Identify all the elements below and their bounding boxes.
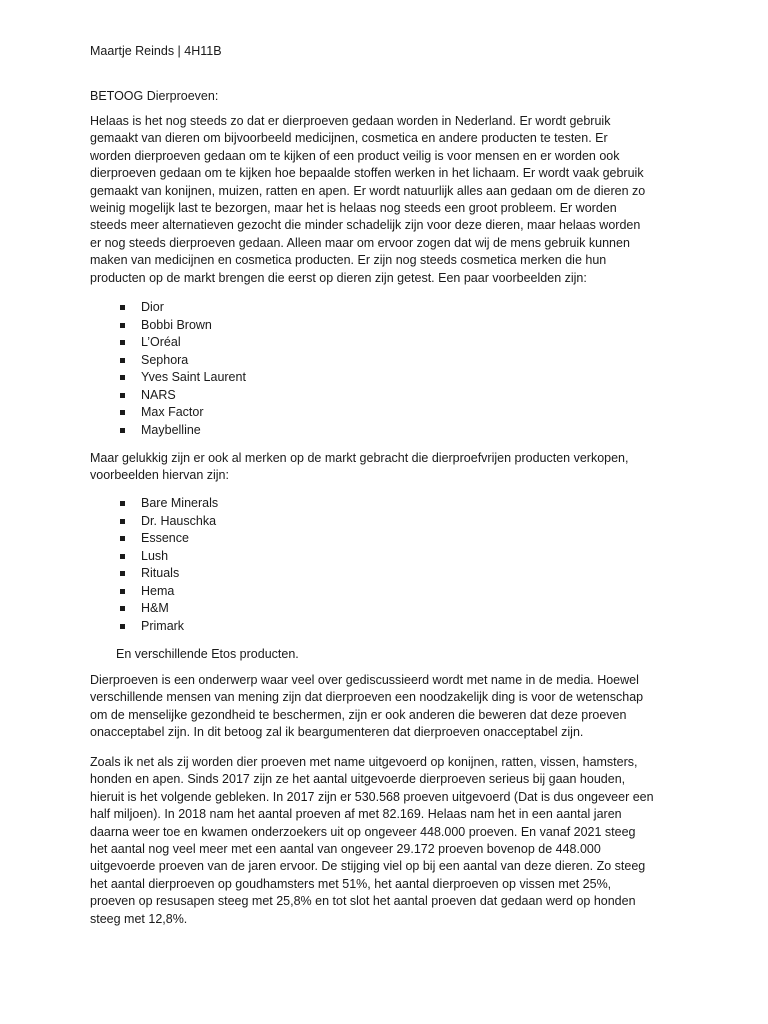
bullet-icon [120, 305, 125, 310]
text-line: verschillende mensen van mening zijn dat dierproeven een noodzakelijk ding is voor de wetenschap [90, 690, 644, 705]
text-line: steeg met 12,8%. [90, 911, 188, 926]
text-line: producten op de markt brengen die eerst op dieren zijn getest. Een paar voorbeelden zijn: [90, 270, 587, 285]
bullet-icon [120, 606, 125, 611]
bullet-icon [120, 571, 125, 576]
text-line: proeven op resusapen steeg met 25,8% en tot slot het aantal proeven dat gedaan werd op honden [90, 894, 636, 909]
document-title: BETOOG Dierproeven: [90, 89, 219, 103]
text-line: honden en apen. Sinds 2017 zijn ze het aantal uitgevoerde dierproeven serieus bij gaan houden, [90, 772, 626, 787]
text-line: het aantal dierproeven op goudhamsters met 51%, het aantal dierproeven op vissen met 25%, [90, 876, 612, 891]
text-line: het aantal nog veel meer met een aantal van ongeveer 29.172 proeven bovenop de 448.000 [90, 842, 601, 857]
text-line: half miljoen). In 2018 nam het aantal proeven af met 82.169. Helaas nam het in een aantal jaren [90, 807, 622, 822]
document-header: Maartje Reinds | 4H11B [90, 44, 222, 58]
text-line: steeds meer alternatieven gezocht die minder schadelijk zijn voor deze dieren, maar helaas worden [90, 218, 641, 233]
bullet-icon [120, 340, 125, 345]
paragraph-discussion [90, 672, 690, 742]
text-line: om de menselijke gezondheid te beschermen, zijn er ook anderen die beweren dat deze proeven [90, 707, 627, 722]
list-item: Bare Minerals [90, 495, 218, 513]
list-item: Dr. Hauschka [90, 513, 218, 531]
text-line: uitgevoerde proeven van de jaren ervoor. De stijging viel op bij een aantal van deze dieren. Zo steeg [90, 859, 646, 874]
list-item: Max Factor [90, 404, 246, 422]
bullet-icon [120, 410, 125, 415]
list-item: Hema [90, 583, 218, 601]
text-line: worden dierproeven gedaan om te kijken of een product veilig is voor mensen en er worden ook [90, 148, 620, 163]
list-item: Primark [90, 618, 218, 636]
text-line: Maar gelukkig zijn er ook al merken op de markt gebracht die dierproefvrijen producten verkopen, [90, 451, 629, 465]
bullet-icon [120, 501, 125, 506]
bullet-icon [120, 519, 125, 524]
list-item: Yves Saint Laurent [90, 369, 246, 387]
bullet-icon [120, 393, 125, 398]
text-line: dierproeven gedaan om te kijken hoe bepaalde stoffen werken in het lichaam. Er wordt vaak gebruik [90, 166, 644, 181]
bullet-icon [120, 554, 125, 559]
bullet-icon [120, 536, 125, 541]
list-item: Bobbi Brown [90, 317, 246, 335]
list-item: Dior [90, 299, 246, 317]
bullet-icon [120, 624, 125, 629]
list-item: Essence [90, 530, 218, 548]
text-line: weinig mogelijk last te bezorgen, maar het is helaas nog steeds een groot probleem. Er worden [90, 201, 617, 216]
list-item: L’Oréal [90, 334, 246, 352]
paragraph-alternatives [90, 450, 690, 485]
text-line: gemaakt van dieren om bijvoorbeeld medicijnen, cosmetica en andere producten te testen. Er [90, 131, 608, 146]
text-line: er nog steeds dierproeven gedaan. Alleen maar om ervoor zogen dat wij de mens gebruik kunnen [90, 235, 630, 250]
text-line: gemaakt van konijnen, muizen, ratten en apen. Er wordt natuurlijk alles aan gedaan om de dieren zo [90, 183, 646, 198]
tested-brands-list [90, 299, 246, 439]
bullet-icon [120, 358, 125, 363]
paragraph-statistics [90, 754, 690, 928]
bullet-icon [120, 323, 125, 328]
text-line: maken van medicijnen en cosmetica producten. Er zijn nog steeds cosmetica merken die hun [90, 253, 607, 268]
paragraph-intro [90, 113, 690, 287]
text-line: onacceptabel zijn. In dit betoog zal ik beargumenteren dat dierproeven onacceptabel zijn. [90, 725, 584, 740]
list-item: H&M [90, 600, 218, 618]
list-item: Lush [90, 548, 218, 566]
text-line: Zoals ik net als zij worden dier proeven met name uitgevoerd op konijnen, ratten, vissen, hamsters, [90, 755, 638, 769]
list-item: Maybelline [90, 422, 246, 440]
list-item: NARS [90, 387, 246, 405]
etos-line: En verschillende Etos producten. [116, 647, 299, 661]
cruelty-free-brands-list [90, 495, 218, 635]
bullet-icon [120, 375, 125, 380]
text-line: Dierproeven is een onderwerp waar veel over gediscussieerd wordt met name in de media. Hoewel [90, 673, 639, 687]
text-line: Helaas is het nog steeds zo dat er dierproeven gedaan worden in Nederland. Er wordt gebruik [90, 114, 611, 128]
text-line: hieruit is het volgende gebleken. In 2017 zijn er 530.568 proeven uitgevoerd (Dat is dus ongeveer een [90, 789, 654, 804]
bullet-icon [120, 428, 125, 433]
text-line: voorbeelden hiervan zijn: [90, 468, 229, 483]
list-item: Sephora [90, 352, 246, 370]
list-item: Rituals [90, 565, 218, 583]
text-line: daarna weer toe en kwamen onderzoekers uit op ongeveer 448.000 proeven. En vanaf 2021 steeg [90, 824, 636, 839]
bullet-icon [120, 589, 125, 594]
